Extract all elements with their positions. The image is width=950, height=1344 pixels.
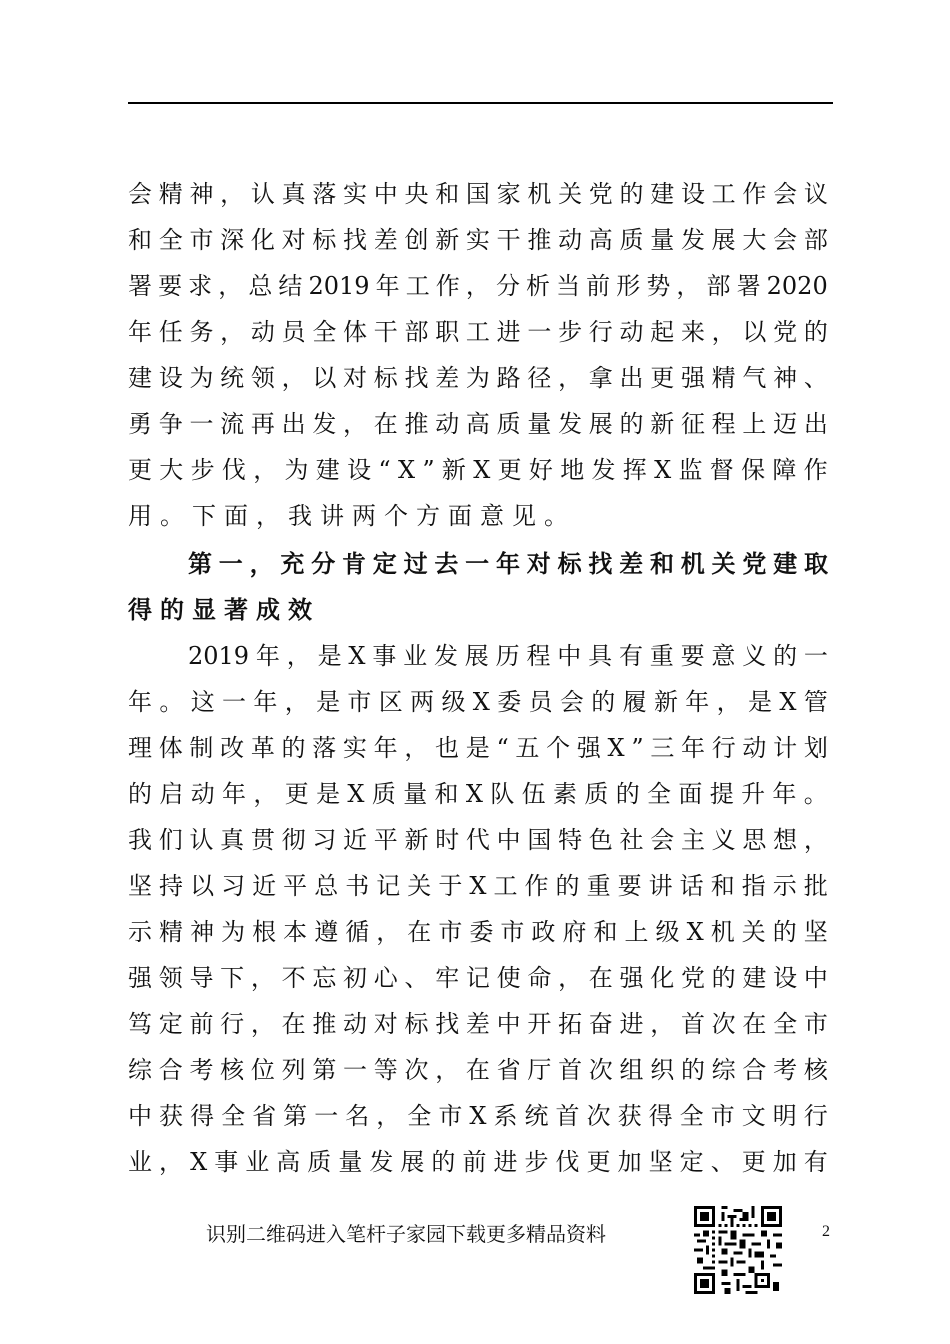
text-line: 年 。 这 一 年 ， 是 市 区 两 级 X 委 员 会 的 履 新 年 ， 是 X 管: [128, 688, 828, 716]
text-line: 2019 年 ， 是 X 事 业 发 展 历 程 中 具 有 重 要 意 义 的 一: [188, 642, 828, 670]
text-line: 会 精 神 ， 认 真 落 实 中 央 和 国 家 机 关 党 的 建 设 工 作 会 议: [128, 180, 828, 208]
text-line: 示 精 神 为 根 本 遵 循 ， 在 市 委 市 政 府 和 上 级 X 机 关 的 坚: [128, 918, 828, 946]
text-line: 用。下面，我讲两个方面意见。: [128, 502, 576, 530]
qr-code-icon[interactable]: [694, 1206, 782, 1294]
text-line: 勇 争 一 流 再 出 发 ， 在 推 动 高 质 量 发 展 的 新 征 程 上 迈 出: [128, 410, 828, 438]
text-line: 的 启 动 年 ， 更 是 X 质 量 和 X 队 伍 素 质 的 全 面 提 升 年 。: [128, 780, 828, 808]
text-line: 我 们 认 真 贯 彻 习 近 平 新 时 代 中 国 特 色 社 会 主 义 思 想 ，: [128, 826, 828, 854]
text-line: 中 获 得 全 省 第 一 名 ， 全 市 X 系 统 首 次 获 得 全 市 文 明 行: [128, 1102, 828, 1130]
text-line: 更 大 步 伐 ， 为 建 设 “ X ” 新 X 更 好 地 发 挥 X 监 督 保 障 作: [128, 456, 828, 484]
text-line: 坚 持 以 习 近 平 总 书 记 关 于 X 工 作 的 重 要 讲 话 和 指 示 批: [128, 872, 828, 900]
page-number: 2: [822, 1223, 830, 1240]
text-line: 和 全 市 深 化 对 标 找 差 创 新 实 干 推 动 高 质 量 发 展 大 会 部: [128, 226, 828, 254]
text-line: 建 设 为 统 领 ， 以 对 标 找 差 为 路 径 ， 拿 出 更 强 精 气 神 、: [128, 364, 828, 392]
section-heading: 得的显著成效: [128, 596, 320, 624]
text-line: 强 领 导 下 ， 不 忘 初 心 、 牢 记 使 命 ， 在 强 化 党 的 建 设 中: [128, 964, 828, 992]
text-line: 业 ， X 事 业 高 质 量 发 展 的 前 进 步 伐 更 加 坚 定 、 更 加 有: [128, 1148, 828, 1176]
text-line: 综 合 考 核 位 列 第 一 等 次 ， 在 省 厅 首 次 组 织 的 综 合 考 核: [128, 1056, 828, 1084]
text-line: 笃 定 前 行 ， 在 推 动 对 标 找 差 中 开 拓 奋 进 ， 首 次 在 全 市: [128, 1010, 828, 1038]
text-line: 年 任 务 ， 动 员 全 体 干 部 职 工 进 一 步 行 动 起 来 ， 以 党 的: [128, 318, 828, 346]
text-line: 理 体 制 改 革 的 落 实 年 ， 也 是 “ 五 个 强 X ” 三 年 行 动 计 划: [128, 734, 828, 762]
footer-promo-text: 识别二维码进入笔杆子家园下载更多精品资料: [206, 1222, 606, 1246]
text-line: 署 要 求 ， 总 结 2019 年 工 作 ， 分 析 当 前 形 势 ， 部 署 2020: [128, 272, 828, 300]
header-rule: [128, 102, 833, 104]
section-heading: 第 一 ， 充 分 肯 定 过 去 一 年 对 标 找 差 和 机 关 党 建 取: [188, 550, 828, 578]
